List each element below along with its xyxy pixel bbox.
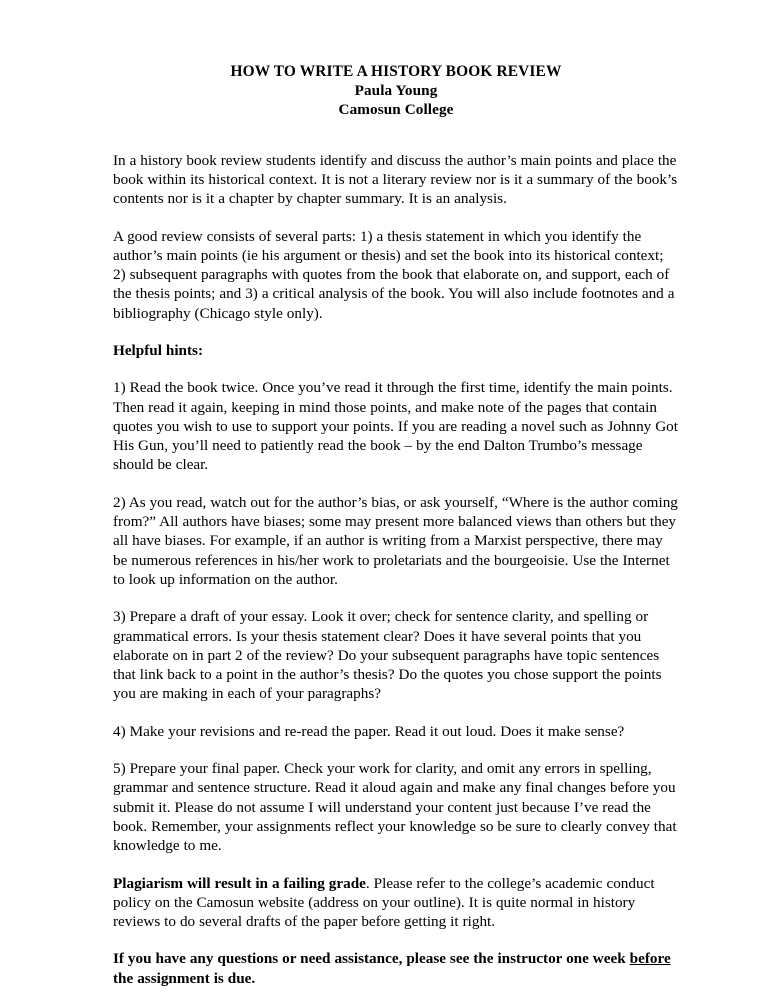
body-text [113, 151, 679, 988]
hint-item-2: 2) As you read, watch out for the author’s bias, or ask yourself, “Where is the author coming from?” All authors have biases; some may present more balanced views than others but they all have biases. For example, if an author is writing from a Marxist perspective, there may be numerous references in his/her work to proletariats and the bourgeoisie. Use the Internet to look up information on the author. [113, 493, 678, 588]
hint-item-4: 4) Make your revisions and re-read the paper. Read it out loud. Does it make sense? [113, 722, 625, 740]
closing-text-tail: the assignment is due. [113, 969, 256, 987]
title-block [113, 62, 679, 120]
plagiarism-warning-emphasis: Plagiarism will result in a failing grade [113, 874, 366, 892]
paragraph-intro: In a history book review students identify and discuss the author’s main points and place the book within its historical context. It is not a literary review nor is it a summary of the book’s contents nor is it a chapter by chapter summary. It is an analysis. [113, 151, 678, 208]
closing-text-emphasis: before [629, 950, 671, 968]
paragraph-plagiarism [113, 874, 679, 932]
plagiarism-warning-text: . Please refer to the college’s academic conduct policy on the Camosun website (address on your outline). It is quite normal in history reviews to do several drafts of the paper before getting it right. [113, 874, 655, 931]
paragraph-review-parts: A good review consists of several parts: 1) a thesis statement in which you identify the author’s main points (ie his argument or thesis) and set the book into its historical context; 2) subsequent paragraphs with quotes from the book that elaborate on, and support, each of the thesis points; and 3) a critical analysis of the book. You will also include footnotes and a bibliography (Chicago style only). [113, 227, 675, 322]
hint-item-1: 1) Read the book twice. Once you’ve read it through the first time, identify the main points. Then read it again, keeping in mind those points, and make note of the pages that contain quotes you wish to use to support your points. If you are reading a novel such as Johnny Got His Gun, you’ll need to patiently read the book – by the end Dalton Trumbo’s message should be clear. [113, 379, 678, 474]
paragraph-closing [113, 949, 679, 988]
closing-text-lead: If you have any questions or need assistance, please see the instructor one week [113, 950, 630, 968]
author-name: Paula Young [354, 82, 438, 100]
document-body [113, 62, 679, 988]
organization-name: Camosun College [338, 101, 454, 119]
hint-item-5: 5) Prepare your final paper. Check your work for clarity, and omit any errors in spelling, grammar and sentence structure. Read it aloud again and make any final changes before you submit it. Please do not assume I will understand your content just because I’ve read the book. Remember, your assignments reflect your knowledge so be sure to clearly convey that knowledge to me. [113, 760, 677, 855]
section-heading-helpful-hints: Helpful hints: [113, 341, 204, 359]
hint-item-3: 3) Prepare a draft of your essay. Look it over; check for sentence clarity, and spelling or grammatical errors. Is your thesis statement clear? Does it have several points that you elaborate on in part 2 of the review? Do your subsequent paragraphs have topic sentences that link back to a point in the author’s thesis? Do the quotes you chose support the points you are making in each of your paragraphs? [113, 608, 662, 703]
page-title: HOW TO WRITE A HISTORY BOOK REVIEW [230, 63, 562, 80]
